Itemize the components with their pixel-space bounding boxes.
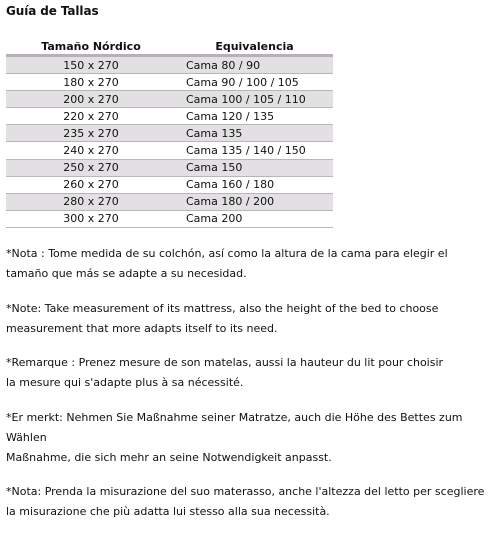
note-line: *Remarque : Prenez mesure de son matelas, aussi la hauteur du lit pour choisir xyxy=(6,356,444,369)
note-line: la mesure qui s'adapte plus à sa nécessité. xyxy=(6,376,244,389)
table-row xyxy=(6,91,333,108)
size-cell: 200 x 270 xyxy=(6,91,176,108)
equivalence-cell: Cama 135 xyxy=(176,125,333,142)
note-line: la misurazione che più adatta lui stesso alla sua necessità. xyxy=(6,505,330,518)
note-line: Maßnahme, die sich mehr an seine Notwendigkeit anpasst. xyxy=(6,450,332,464)
note-line: measurement that more adapts itself to its need. xyxy=(6,321,278,335)
equivalence-cell: Cama 200 xyxy=(176,210,333,227)
size-cell: 235 x 270 xyxy=(6,125,176,142)
equivalence-cell: Cama 100 / 105 / 110 xyxy=(176,91,333,108)
size-cell: 150 x 270 xyxy=(6,56,176,74)
note-line: *Note: Take measurement of its mattress, also the height of the bed to choose xyxy=(6,301,439,315)
table-row xyxy=(6,74,333,91)
table-row xyxy=(6,210,333,227)
note-line: *Nota : Tome medida de su colchón, así como la altura de la cama para elegir el xyxy=(6,247,448,260)
table-row xyxy=(6,56,333,74)
size-guide-table xyxy=(6,38,333,228)
equivalence-cell: Cama 90 / 100 / 105 xyxy=(176,74,333,91)
size-cell: 260 x 270 xyxy=(6,176,176,193)
size-cell: 250 x 270 xyxy=(6,159,176,176)
size-cell: 220 x 270 xyxy=(6,108,176,125)
note-line: tamaño que más se adapte a su necesidad. xyxy=(6,267,247,280)
note-spanish xyxy=(6,244,494,284)
table-row xyxy=(6,176,333,193)
equivalence-cell: Cama 80 / 90 xyxy=(176,56,333,74)
table-row xyxy=(6,159,333,176)
table-row xyxy=(6,193,333,210)
equivalence-cell: Cama 135 / 140 / 150 xyxy=(176,142,333,159)
size-cell: 300 x 270 xyxy=(6,210,176,227)
column-header-equivalence: Equivalencia xyxy=(176,38,333,56)
equivalence-cell: Cama 120 / 135 xyxy=(176,108,333,125)
note-english xyxy=(6,299,494,339)
table-row xyxy=(6,142,333,159)
equivalence-cell: Cama 150 xyxy=(176,159,333,176)
equivalence-cell: Cama 160 / 180 xyxy=(176,176,333,193)
table-row xyxy=(6,108,333,125)
note-italian xyxy=(6,482,494,522)
size-cell: 180 x 270 xyxy=(6,74,176,91)
equivalence-cell: Cama 180 / 200 xyxy=(176,193,333,210)
size-cell: 240 x 270 xyxy=(6,142,176,159)
note-german xyxy=(6,408,494,468)
page-title: Guía de Tallas xyxy=(6,4,99,18)
column-header-size: Tamaño Nórdico xyxy=(6,38,176,56)
note-french xyxy=(6,353,494,393)
note-line: *Nota: Prenda la misurazione del suo materasso, anche l'altezza del letto per scegliere xyxy=(6,485,485,498)
table-header-row xyxy=(6,38,333,56)
note-line: *Er merkt: Nehmen Sie Maßnahme seiner Matratze, auch die Höhe des Bettes zum Wählen xyxy=(6,410,463,444)
size-cell: 280 x 270 xyxy=(6,193,176,210)
table-row xyxy=(6,125,333,142)
notes-section xyxy=(6,244,494,537)
